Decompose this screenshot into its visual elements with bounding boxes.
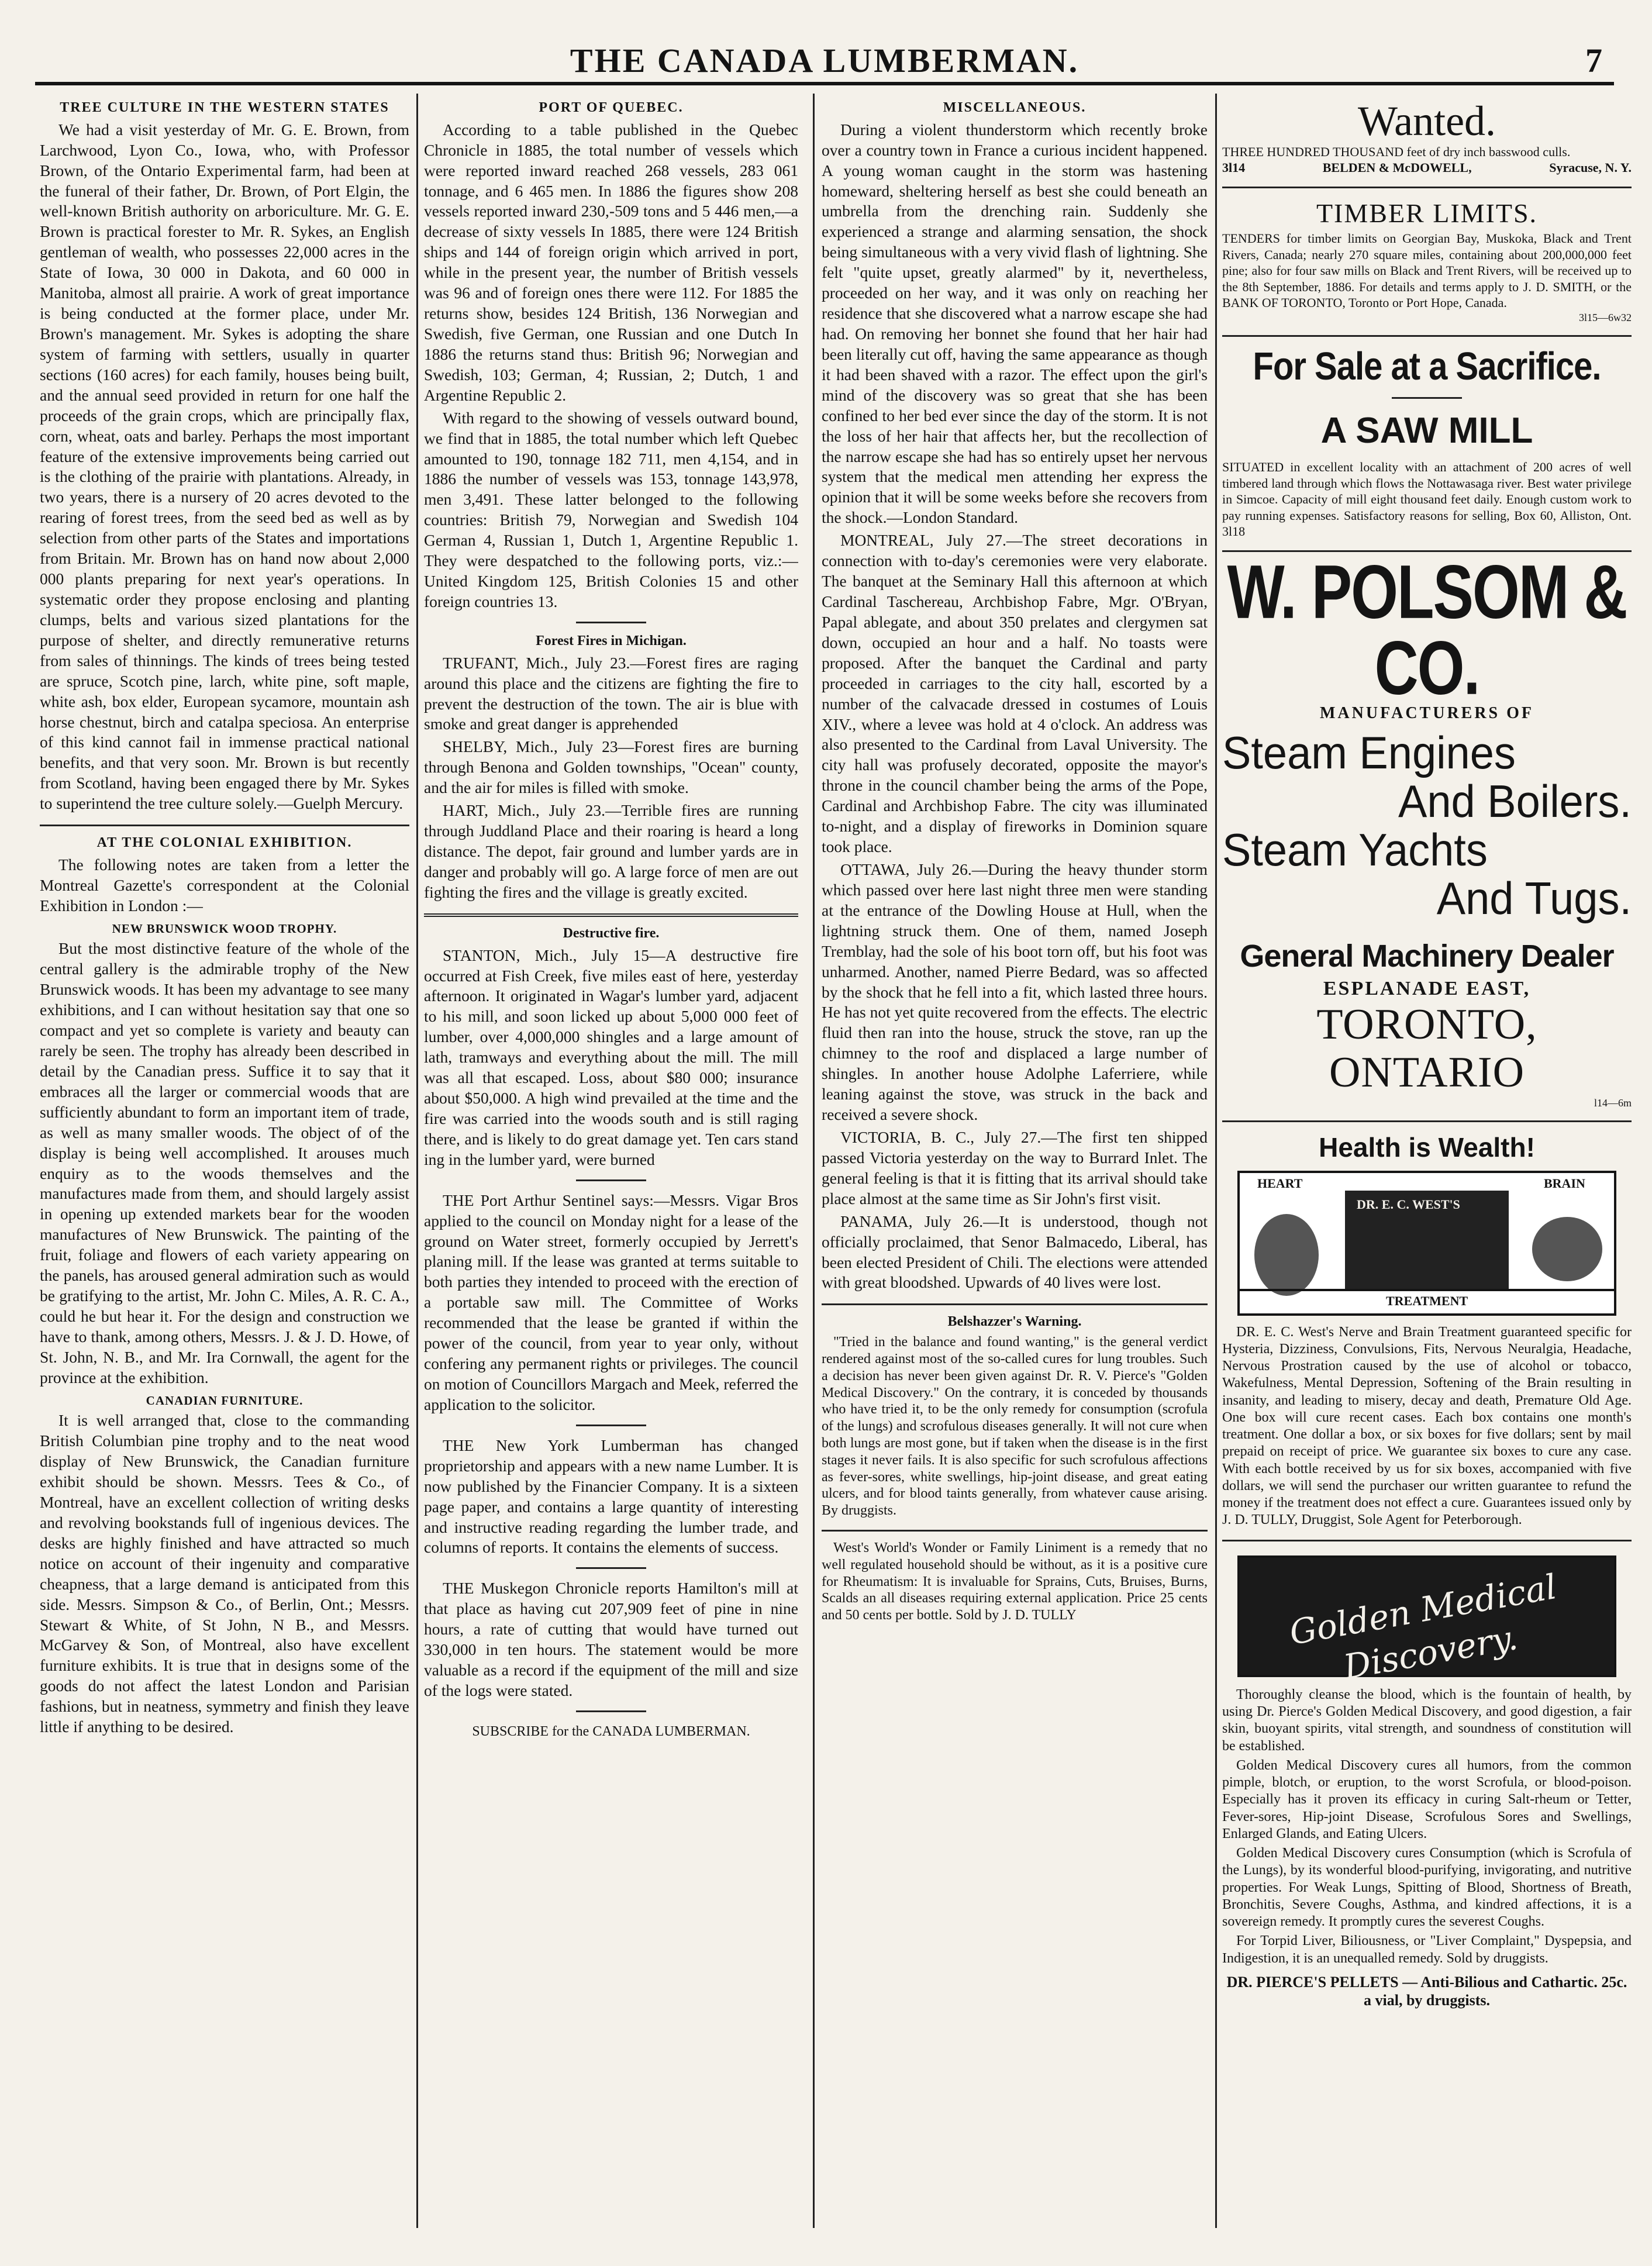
subheading-wood-trophy: NEW BRUNSWICK WOOD TROPHY. <box>112 921 337 936</box>
article-heading-port-of-quebec: PORT OF QUEBEC. <box>539 100 684 115</box>
timber-limits-title: TIMBER LIMITS. <box>1316 198 1538 229</box>
general-machinery-dealer: General Machinery Dealer <box>1240 938 1614 974</box>
wanted-signature <box>1222 160 1632 176</box>
health-is-wealth-title: Health is Wealth! <box>1319 1132 1535 1163</box>
illus-label: TREATMENT <box>1386 1293 1468 1308</box>
article-paragraph: During a violent thunderstorm which recently broke over a country town in France a curious incident happened. A young woman caught in the storm was hastening homeward, sheltering herself as best she could beneath an umbrella from the drenching rain. Suddenly she experienced a strange and alarming sensation, the shock being simultaneous with a very vivid flash of lightning. She felt "quite upset, greatly alarmed" by it, nevertheless, proceeded on her way, and it was only on reaching her residence that she discovered what a narrow escape she had had. On removing her bonnet she found that her hair had been literally cut off, having the same appearance as though it had been shaved with a razor. The effect upon the girl's mind of the discovery was so great that she has been confined to her bed ever since the day of the storm. It is not the loss of her hair that affects her, but the recollection of the narrow escape she had has so entirely upset her nervous system that the medical men attending her express the opinion that it will be some weeks before she recovers from the shock.—London Standard. <box>822 120 1208 527</box>
golden-medical-discovery-banner <box>1237 1555 1616 1687</box>
illustration-drawing <box>1240 1173 1614 1313</box>
article-paragraph: OTTAWA, July 26.—During the heavy thunder storm which passed over here last night three men were standing at the entrance of the Dowling House at Hull, when the lightning struck them. One of them, named Joseph Tremblay, had the sole of his boot torn off, but his foot was unharmed. Another, named Pierre Bedard, was so affected by the shock that he fell into a fit, which lasted three hours. He has not yet quite recovered from the effects. The electric fluid then ran into the house, struck the stove, ran up the chimney to the roof and displaced a large number of shingles. In another house Adolphe Laferriere, while leaning against the stove, was struck in the back and received a severe shock. <box>822 860 1208 1124</box>
article-paragraph: THE Muskegon Chronicle reports Hamilton's mill at that place as having cut 207,909 feet of pine in nine hours, a rate of cutting that would have turned out 330,000 in ten hours. The statement would be more valuable as a record if the equipment of the mill and size of the logs were stated. <box>424 1579 798 1699</box>
wanted-text: THREE HUNDRED THOUSAND feet of dry inch basswood culls. <box>1222 144 1571 159</box>
divider <box>1392 397 1462 399</box>
article-paragraph: STANTON, Mich., July 15—A destructive fire occurred at Fish Creek, five miles east of here, yesterday afternoon. It originated in Wagar's lumber yard, adjacent to his mill, and soon licked up about 5,000 000 feet of lumber, over 4,000,000 shingles and a large amount of lath, tramways and everything about the mill. The mill was all that escaped. Loss, about $80 000; insurance about $50,000. A high wind prevailed at the time and the fire was carried into the woods south and is still raging there, and is likely to do great damage yet. Ten cars stand ing in the lumber yard, were burned <box>424 946 798 1168</box>
article-heading-miscellaneous: MISCELLANEOUS. <box>943 100 1087 115</box>
timber-limits-text: TENDERS for timber limits on Georgian Bay, Muskoka, Black and Trent Rivers, Canada; nearly 270 square miles, containing about 200,000,000 feet pine; also for four saw mills on Black and Trent Rivers, will be received up to the 8th September, 1886. For details and terms apply to J. D. SMITH, or the BANK OF TORONTO, Toronto or Port Hope, Canada. <box>1222 231 1632 311</box>
page-number: 7 <box>1585 42 1602 80</box>
column-4-advertisements <box>1222 99 1632 2228</box>
divider <box>1222 335 1632 337</box>
divider <box>40 825 409 826</box>
brain-shape <box>1532 1217 1602 1281</box>
divider <box>822 1530 1208 1532</box>
article-paragraph: THE New York Lumberman has changed proprietorship and appears with a new name Lumber. It is now published by the Financier Company. It is a sixteen page paper, and contains a large quantity of interesting and instructive reading regarding the lumber trade, and columns of reports. It contains the elements of success. <box>424 1436 798 1557</box>
illus-label: HEART <box>1257 1175 1303 1191</box>
article-paragraph: SHELBY, Mich., July 23—Forest fires are burning through Benona and Golden townships, "Ocean" county, and the air for miles is filled with smoke. <box>424 737 798 797</box>
column-3 <box>822 99 1208 2228</box>
ad-paragraph: "Tried in the balance and found wanting," is the general verdict rendered against most of the so-called cures for lung troubles. Such a decision has never been given against Dr. R. V. Pierce's "Golden Medical Discovery." On the contrary, it is conceded by thousands who have tried it, to be the only remedy for consumption (scrofula of the lungs) and scrofulous diseases generally. It will not cure when both lungs are most gone, but if taken when the disease is in the first stages it never fails. It is also specific for such scrofulous affections as fever-sores, white swellings, hip-joint disease, and great eating ulcers, and for blood taints generally, from whatever cause arising. By druggists. <box>822 1334 1208 1519</box>
article-heading-belshazzers-warning: Belshazzer's Warning. <box>947 1314 1082 1330</box>
polsom-ref: l14—6m <box>1594 1097 1632 1109</box>
column-1 <box>40 99 409 2228</box>
article-paragraph: But the most distinctive feature of the whole of the central gallery is the admirable trophy of the New Brunswick woods. It has been my advantage to see many exhibitions, and I can without hesitation say that one so compact and yet so complete is variety and beauty can rarely be seen. The trophy has already been described in detail by the Canadian press. Suffice it to say that it embraces all the larger or commercial woods that are sufficiently abundant to form an important item of trade, as well as many smaller woods. The object of of the display is being well accomplished. It arouses much enquiry as to the woods themselves and the manufactures made from them, and should largely assist in opening up extended markets bear for the wooden manufactures of New Brunswick. The painting of the fruit, foliage and flowers of each variety appearing on the panels, has aroused general admiration such as would be gratifying to the artist, Mr. John C. Miles, A. R. C. A., could he but hear it. For the design and construction we have to thank, among others, Messrs. J. & J. D. Howe, of St. John, N. B., and Mr. Ira Cornwall, the agent for the province at the exhibition. <box>40 939 409 1386</box>
divider <box>424 913 798 917</box>
newspaper-title: THE CANADA LUMBERMAN. <box>570 42 1080 80</box>
article-paragraph: TRUFANT, Mich., July 23.—Forest fires are raging around this place and the citizens are fighting the fire to prevent the destruction of the town. The air is blue with smoke and great danger is apprehended <box>424 653 798 733</box>
article-paragraph: With regard to the showing of vessels outward bound, we find that in 1885, the total number which left Quebec amounted to 190, tonnage 182 711, men 4,154, and in 1886 the number of vessels was 153, tonnage 143,978, men 3,491. These latter belonged to the following countries: British 79, Norwegian and Swedish 104 German 4, Russian 1, Dutch 1, Argentine Republic 1. They were despatched to the following ports, viz.:—United Kingdom 125, British Colonies 15 and other foreign countries 13. <box>424 408 798 611</box>
wanted-title: Wanted. <box>1357 99 1496 144</box>
product-steam-yachts: Steam Yachts <box>1222 824 1488 876</box>
divider <box>576 1710 646 1712</box>
ad-paragraph: West's World's Wonder or Family Liniment is a remedy that no well regulated household should be without, as it is a positive cure for Rheumatism: It is invaluable for Sprains, Cuts, Bruises, Burns, Scalds an all diseases requiring external application. Price 25 cents and 50 cents per bottle. Sold by J. D. TULLY <box>822 1540 1208 1623</box>
subheading-canadian-furniture: CANADIAN FURNITURE. <box>146 1393 304 1408</box>
pierce-pellets: DR. PIERCE'S PELLETS — Anti-Bilious and Cathartic. 25c. a vial, by druggists. <box>1226 1973 1627 2009</box>
divider <box>822 1303 1208 1305</box>
illus-label: BRAIN <box>1544 1175 1585 1191</box>
wanted-city: Syracuse, N. Y. <box>1549 160 1632 175</box>
address-esplanade: ESPLANADE EAST, <box>1323 978 1531 1000</box>
article-heading-destructive-fire: Destructive fire. <box>563 925 660 941</box>
wanted-firm: BELDEN & McDOWELL, <box>1322 160 1472 175</box>
product-steam-engines: Steam Engines <box>1222 727 1516 779</box>
column-rule <box>416 94 418 2228</box>
ad-paragraph: Golden Medical Discovery cures all humors, from the common pimple, blotch, or eruption, to the worst Scrofula, or blood-poison. Especially has it proven its efficacy in curing Salt-rheum or Tetter, Fever-sores, Hip-joint Disease, Scrofulous Sores and Swellings, Enlarged Glands, and Eating Ulcers. <box>1222 1757 1632 1841</box>
heart-shape <box>1254 1214 1319 1296</box>
for-sale-title: For Sale at a Sacrifice. <box>1253 344 1601 388</box>
product-boilers: And Boilers. <box>1398 775 1632 827</box>
article-paragraph: HART, Mich., July 23.—Terrible fires are running through Juddland Place and their roaring is heard a long distance. The depot, fair ground and lumber yards are in danger and probably will go. A large force of men are out fighting the fires and the village is greatly excited. <box>424 801 798 901</box>
article-paragraph: THE Port Arthur Sentinel says:—Messrs. Vigar Bros applied to the council on Monday night for a lease of the ground on Water street, formerly occupied by Jerrett's planing mill. If the lease was granted at terms suitable to both parties they intended to proceed with the erection of a portable saw mill. The Committee of Works recommended that the lease be granted if within the power of the council, from year to year only, without confering any permanent rights or privileges. The council on motion of Councillors Margach and Meek, referred the application to the solicitor. <box>424 1191 798 1413</box>
article-paragraph: MONTREAL, July 27.—The street decorations in connection with to-day's ceremonies were very elaborate. The banquet at the Seminary Hall this afternoon at which Cardinal Taschereau, Archbishop Fabre, Mgr. O'Bryan, Papal ablegate, and about 350 prelates and clergymen sat down, occupied an hour and a half. No toasts were proposed. After the banquet the Cardinal and party proceeded in carriages to the city hall, escorted by a number of the calvacade dressed in costumes of Louis XIV., where a levee was hold at 4 o'clock. An address was also presented to the Cardinal from Laval University. The city hall was profusely decorated, opposite the mayor's throne in the council chamber being the arms of the Pope, Cardinal and Archbishop Fabre. The city was illuminated to-night, and a display of fireworks in Dominion square took place. <box>822 531 1208 856</box>
divider <box>576 622 646 623</box>
ad-paragraph: Golden Medical Discovery cures Consumption (which is Scrofula of the Lungs), by its wonderful blood-purifying, invigorating, and nutritive properties. For Weak Lungs, Spitting of Blood, Shortness of Breath, Bronchitis, Severe Coughs, Asthma, and kindred affections, it is a sovereign remedy. It promptly cures the severest Coughs. <box>1222 1846 1632 1930</box>
product-tugs: And Tugs. <box>1436 872 1632 924</box>
subscribe-notice: SUBSCRIBE for the CANADA LUMBERMAN. <box>472 1723 750 1739</box>
divider <box>1222 1540 1632 1541</box>
timber-limits-ref: 3l15—6w32 <box>1579 311 1632 323</box>
ad-paragraph: Thoroughly cleanse the blood, which is the fountain of health, by using Dr. Pierce's Golden Medical Discovery, and good digestion, a fair skin, buoyant spirits, vital strength, and soundness of constitution will be established. <box>1222 1686 1632 1754</box>
article-paragraph: According to a table published in the Quebec Chronicle in 1885, the total number of vessels which were reported inward reached 268 vessels, 283 061 tonnage, and 6 465 men. In 1886 the figures show 208 vessels reported inward 230,-509 tons and 5 446 men,—a decrease of sixty vessels In 1885, there were 124 British ships and 144 of foreign origin which arrived in port, while in the present year, the number of British vessels was 96 and of foreign ones there were 112. For 1885 the returns show, besides 124 British, 136 Norwegian and Swedish, five German, one Russian and one Dutch In 1886 the returns stand thus: British 96; Norwegian and Swedish, 103; German, 4; Russian, 2; Dutch, 1 and Argentine Republic 2. <box>424 120 798 404</box>
divider <box>576 1425 646 1426</box>
saw-mill-text: SITUATED in excellent locality with an attachment of 200 acres of well timbered land through which flows the Nottawasaga river. Best water privilege in Simcoe. Capacity of mill eight thousand feet daily. Enough custom work to pay running expenses. Satisfactory reasons for selling, Box 60, Alliston, Ont. 3l18 <box>1222 460 1632 539</box>
polsom-company-name: W. POLSOM & CO. <box>1227 550 1627 711</box>
health-treatment-text <box>1222 1324 1632 1529</box>
divider <box>1222 187 1632 188</box>
article-paragraph: It is well arranged that, close to the commanding British Columbian pine trophy and to the neat wood display of New Brunswick, the Canadian furniture exhibit should be shown. Messrs. Tees & Co., of Montreal, have an excellent collection of writing desks and revolving bookstands full of ingenious devices. The desks are highly finished and have attracted so much notice on account of their ingenuity and comparative cheapness, that a large demand is anticipated from this side. Messrs. Simpson & Co., of Berlin, Ont.; Messrs. Stewart & White, of St John, N B., and Messrs. McGarvey & Son, of Montreal, also have excellent furniture exhibits. It is true that in designs some of the goods do not affect the latest London and Parisian fashions, but in neatness, symmetry and finish they leave little if anything to be desired. <box>40 1411 409 1736</box>
article-paragraph: PANAMA, July 26.—It is understood, though not officially proclaimed, that Senor Balmacedo, Liberal, has been elected President of Chili. The elections were attended with great bloodshed. Upwards of 40 lives were lost. <box>822 1212 1208 1292</box>
golden-discovery-text <box>1222 1686 1632 1967</box>
article-heading-forest-fires: Forest Fires in Michigan. <box>536 633 687 649</box>
divider <box>1222 1120 1632 1122</box>
wanted-ref: 3l14 <box>1222 160 1246 175</box>
column-rule <box>1215 94 1217 2228</box>
article-paragraph: The following notes are taken from a letter the Montreal Gazette's correspondent at the Colonial Exhibition in London :— <box>40 855 409 915</box>
article-paragraph: We had a visit yesterday of Mr. G. E. Brown, from Larchwood, Lyon Co., Iowa, who, with Professor Brown, of the Ontario Experimental farm, had been at the funeral of their father, Dr. Brown, of Port Elgin, the well-known British authority on arboriculture. Mr. G. E. Brown is practical forester to Mr. R. Sykes, an English gentleman of wealth, who possesses 22,000 acres in the State of Iowa, 30 000 in Dakota, and 60 000 in Manitoba, almost all prairie. A work of great importance is being conducted at the former place, under Mr. Brown's management. Mr. Sykes is adopting the share system of farming with settlers, usually in quarter sections (160 acres) for each family, houses being built, and the annual seed provided in return for one half the proceeds of the grain crops, which are principally flax, corn, wheat, oats and barley. Perhaps the most important feature of the extensive improvements being carried out is the clothing of the prairie with plantations. Already, in two years, there is a nursery of 20 acres devoted to the rearing of forest trees, from the seed bed as well as by selection from other parts of the States and importations from Britain. Mr. Brown has on hand now about 2,000 000 plants preparing for next year's operations. In systematic order they propose enclosing and planting clumps, belts and various sized plantations for the purpose of shelter, and directly remunerative returns from sales of thinnings. The kinds of trees being tested are spruce, Scotch pine, larch, white pine, soft maple, white ash, box elder, European sycamore, mountain ash horse chestnut, birch and catalpa speciosa. An enterprise of this kind cannot fail in immense practical national benefits, and that very soon. Mr. Brown is but recently from Scotland, having been engaged there by Mr. Sykes to superintend the tree culture solely.—Guelph Mercury. <box>40 120 409 813</box>
ad-paragraph: DR. E. C. West's Nerve and Brain Treatment guaranteed specific for Hysteria, Dizziness, Convulsions, Fits, Nervous Neuralgia, Headache, Nervous Prostration caused by the use of alcohol or tobacco, Wakefulness, Mental Depression, Softening of the Brain resulting in insanity, and leading to misery, decay and death, Premature Old Age. One box will cure recent cases. Each box contains one month's treatment. One dollar a box, or six boxes for five dollars; sent by mail prepaid on receipt of price. We guarantee six boxes to cure any case. With each bottle received by us for six boxes, accompanied with five dollars, we will send the purchaser our written guarantee to refund the money if the treatment does not effect a cure. Guarantees issued only by J. D. TULLY, Druggist, Sole Agent for Peterborough. <box>1222 1324 1632 1528</box>
manufacturers-of: MANUFACTURERS OF <box>1319 703 1534 722</box>
column-2 <box>424 99 798 2228</box>
address-toronto: TORONTO, ONTARIO <box>1316 1001 1537 1096</box>
advertisement-text <box>822 1334 1208 1624</box>
illus-label: DR. E. C. WEST'S <box>1357 1196 1460 1212</box>
article-heading-colonial-exhibition: AT THE COLONIAL EXHIBITION. <box>96 835 353 851</box>
divider <box>576 1567 646 1569</box>
article-heading-tree-culture: TREE CULTURE IN THE WESTERN STATES <box>60 100 389 115</box>
golden-banner-text: Golden Medical Discovery. <box>1287 1566 1560 1687</box>
ad-paragraph: For Torpid Liver, Biliousness, or "Liver Complaint," Dyspepsia, and Indigestion, it is an unequalled remedy. Sold by druggists. <box>1222 1933 1632 1966</box>
divider <box>576 1179 646 1181</box>
saw-mill-title: A SAW MILL <box>1320 411 1533 451</box>
treatment-illustration <box>1237 1171 1616 1316</box>
column-rule <box>813 94 815 2228</box>
masthead <box>35 41 1614 85</box>
article-paragraph: VICTORIA, B. C., July 27.—The first ten shipped passed Victoria yesterday on the way to Burrard Inlet. The general feeling is that it is fitting that its arrival should take place almost at the same time as Sir John's first visit. <box>822 1127 1208 1208</box>
